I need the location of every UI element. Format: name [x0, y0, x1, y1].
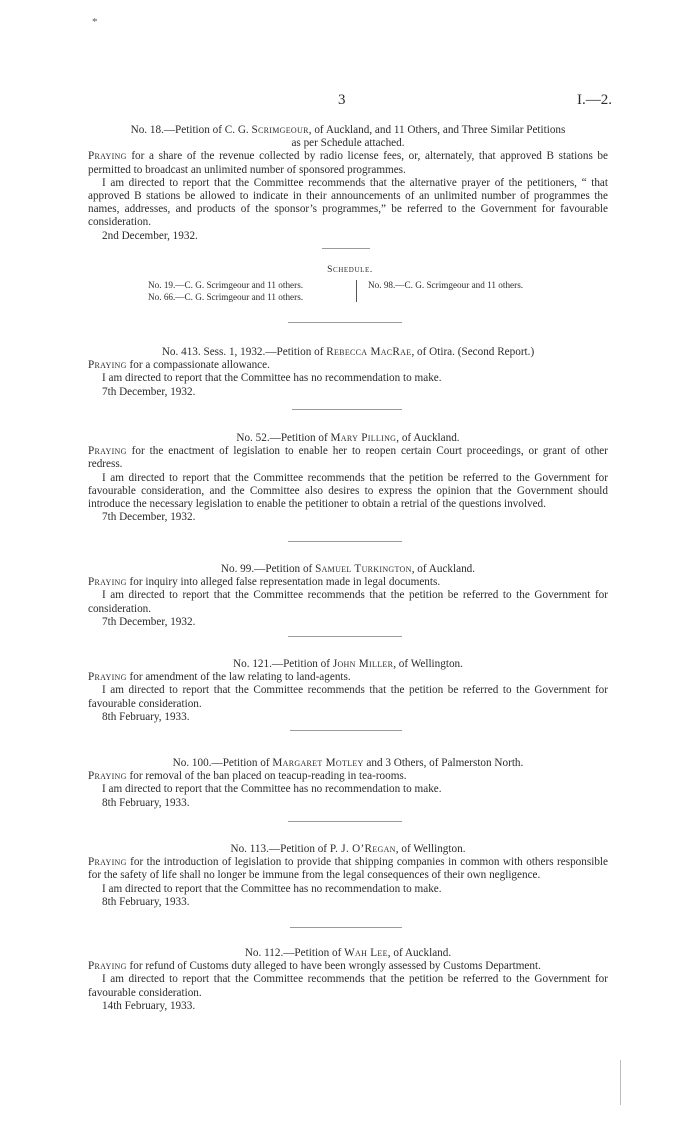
report-date: 8th February, 1933.	[102, 710, 190, 723]
petition-heading: No. 52.—Petition of Mary Pilling, of Auckland.	[236, 432, 460, 444]
petition-112	[88, 947, 608, 1013]
section-divider	[290, 927, 402, 928]
petition-413	[88, 346, 608, 399]
report-date: 7th December, 1932.	[102, 615, 196, 628]
petition-18	[88, 124, 608, 243]
section-divider	[288, 636, 402, 637]
page-number: 3	[338, 92, 346, 108]
report-date: 8th February, 1933.	[102, 796, 190, 809]
petitioner-name: Scrimgeour	[251, 124, 309, 136]
report-date: 8th February, 1933.	[102, 895, 190, 908]
schedule-entry: No. 98.—C. G. Scrimgeour and 11 others.	[368, 280, 524, 290]
petitioner-name: Rebecca MacRae	[326, 346, 412, 358]
report-date: 7th December, 1932.	[102, 385, 196, 398]
petition-heading: No. 121.—Petition of John Miller, of Wellington.	[233, 658, 463, 670]
petition-heading: No. 113.—Petition of P. J. O’Regan, of Wellington.	[230, 843, 466, 855]
petition-heading: No. 413. Sess. 1, 1932.—Petition of Rebecca MacRae, of Otira. (Second Report.)	[161, 346, 535, 358]
report-date: 14th February, 1933.	[102, 999, 196, 1012]
committee-report: I am directed to report that the Committee recommends that the petition be referred to the Government for consideration.	[88, 589, 608, 615]
report-date: 7th December, 1932.	[102, 511, 196, 524]
committee-report: I am directed to report that the Committee recommends that the petition be referred to the Government for favourable consideration, and the Committee also desires to express the opinion that the Government should introduce the necessary legislation to enable the petitioner to obtain a retrial of the questions involved.	[88, 471, 608, 511]
praying-clause: Praying for inquiry into alleged false representation made in legal documents.	[88, 576, 441, 589]
praying-label: Praying	[88, 770, 127, 783]
section-divider	[288, 821, 402, 822]
praying-label: Praying	[88, 960, 127, 973]
praying-clause: Praying for a share of the revenue collected by radio license fees, or, alternately, that approved B stations be permitted to broadcast an unlimited number of sponsored programmes.	[88, 150, 608, 176]
report-date: 2nd December, 1932.	[102, 229, 198, 242]
praying-clause: Praying for the introduction of legislation to provide that shipping companies in common with others responsible for the safety of life shall no longer be immune from the legal consequences of their own negligence.	[88, 856, 608, 882]
petition-113	[88, 843, 608, 909]
petition-heading-line2: as per Schedule attached.	[291, 137, 405, 150]
scan-margin-mark	[620, 1060, 621, 1105]
section-divider	[288, 322, 402, 323]
petitioner-name: Margaret Motley	[272, 757, 364, 769]
praying-clause: Praying for amendment of the law relating to land-agents.	[88, 671, 351, 684]
praying-label: Praying	[88, 359, 127, 372]
petitioner-name: Samuel Turkington	[315, 563, 412, 575]
section-divider	[288, 541, 402, 542]
schedule-entry: No. 66.—C. G. Scrimgeour and 11 others.	[148, 291, 304, 302]
praying-label: Praying	[88, 856, 127, 869]
praying-clause: Praying for a compassionate allowance.	[88, 359, 270, 372]
section-divider	[290, 730, 402, 731]
praying-label: Praying	[88, 576, 127, 589]
committee-report: I am directed to report that the Committee recommends that the petition be referred to the Government for favourable consideration.	[88, 973, 608, 999]
praying-label: Praying	[88, 445, 127, 458]
committee-report: I am directed to report that the Committee has no recommendation to make.	[102, 882, 442, 895]
short-divider	[322, 248, 370, 249]
committee-report: I am directed to report that the Committee recommends that the petition be referred to the Government for favourable consideration.	[88, 684, 608, 710]
petition-heading: No. 18.—Petition of C. G. Scrimgeour, of Auckland, and 11 Others, and Three Similar Petitions as per Schedule attached.	[130, 124, 566, 150]
petitioner-name: P. J. O’Regan	[329, 843, 396, 855]
praying-clause: Praying for refund of Customs duty alleged to have been wrongly assessed by Customs Department.	[88, 960, 541, 973]
schedule-title: Schedule.	[327, 265, 373, 275]
praying-clause: Praying for the enactment of legislation to enable her to reopen certain Court proceedings, or grant of other redress.	[88, 445, 608, 471]
petition-99	[88, 563, 608, 629]
petition-121	[88, 658, 608, 724]
petitioner-name: Mary Pilling	[330, 432, 397, 444]
petition-heading: No. 99.—Petition of Samuel Turkington, of Auckland.	[220, 563, 476, 575]
schedule-right-column	[368, 280, 523, 292]
schedule-column-divider	[356, 280, 357, 302]
committee-report: I am directed to report that the Committee has no recommendation to make.	[102, 372, 442, 385]
petition-100	[88, 757, 608, 810]
petition-heading: No. 100.—Petition of Margaret Motley and 3 Others, of Palmerston North.	[172, 757, 524, 769]
praying-label: Praying	[88, 150, 127, 163]
schedule-left-column	[148, 280, 303, 303]
praying-clause: Praying for removal of the ban placed on teacup-reading in tea-rooms.	[88, 770, 407, 783]
document-reference: I.—2.	[577, 92, 612, 108]
committee-report: I am directed to report that the Committee has no recommendation to make.	[102, 783, 442, 796]
page-speck: *	[92, 16, 98, 28]
schedule-entry: No. 19.—C. G. Scrimgeour and 11 others.	[148, 280, 304, 290]
committee-report: I am directed to report that the Committee recommends that the alternative prayer of the petitioners, “ that approved B stations be allowed to indicate in their announcements of an unlimited number of programmes the names, addresses, and products of the sponsor’s programmes,” be referred to the Government for favourable consideration.	[88, 176, 608, 229]
section-divider	[292, 409, 402, 410]
petitioner-name: John Miller	[332, 658, 394, 670]
petition-52	[88, 432, 608, 524]
petition-heading: No. 112.—Petition of Wah Lee, of Auckland.	[244, 947, 452, 959]
petitioner-name: Wah Lee	[344, 947, 388, 959]
praying-label: Praying	[88, 671, 127, 684]
